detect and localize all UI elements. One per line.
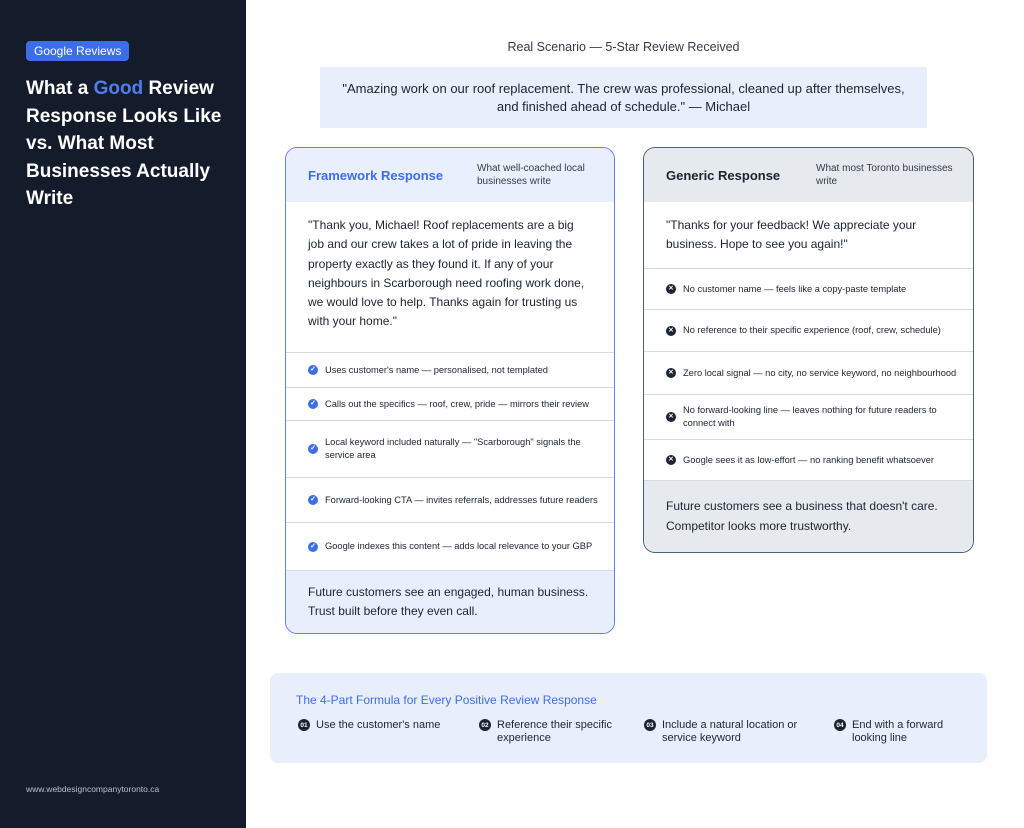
list-item-text: Forward-looking CTA — invites referrals, addresses future readers xyxy=(325,494,598,505)
list-item-text: Uses customer's name — personalised, not templated xyxy=(325,364,548,375)
headline-accent: Good xyxy=(93,78,144,99)
step-text: Use the customer's name xyxy=(316,719,441,731)
card-footer: Future customers see an engaged, human business. Trust built before they even call. xyxy=(286,570,614,633)
list-item-text: Calls out the specifics — roof, crew, pride — mirrors their review xyxy=(325,398,590,409)
step-number: 02 xyxy=(479,719,491,731)
headline xyxy=(26,75,236,213)
list-item xyxy=(286,523,614,570)
step-text: End with a forward looking line xyxy=(852,719,944,744)
list-item-text: No forward-looking line — leaves nothing for future readers to connect with xyxy=(683,405,937,428)
response-text: "Thanks for your feedback! We appreciate your business. Hope to see you again!" xyxy=(666,218,917,252)
headline-pre: What a xyxy=(26,78,94,99)
check-circle-icon: ✓ xyxy=(308,495,318,505)
check-circle-icon: ✓ xyxy=(308,399,318,409)
x-circle-icon: ✕ xyxy=(666,368,676,378)
card-subtitle: What well-coached local businesses write xyxy=(477,163,585,187)
issue-list xyxy=(644,268,973,480)
generic-response-card xyxy=(643,147,974,553)
headline-post: Review Response Looks Like vs. What Most Businesses Actually Write xyxy=(26,78,222,209)
card-header xyxy=(286,148,614,202)
list-item xyxy=(286,421,614,478)
check-circle-icon: ✓ xyxy=(308,365,318,375)
x-circle-icon: ✕ xyxy=(666,326,676,336)
list-item-text: Local keyword included naturally — "Scarborough" signals the service area xyxy=(325,437,581,460)
list-item xyxy=(644,440,973,480)
check-circle-icon: ✓ xyxy=(308,444,318,454)
step-number: 01 xyxy=(298,719,310,731)
formula-step xyxy=(834,719,974,745)
list-item xyxy=(644,395,973,440)
list-item-text: No customer name — feels like a copy-paste template xyxy=(683,283,907,294)
formula-step xyxy=(644,719,814,745)
step-text: Reference their specific experience xyxy=(497,719,612,744)
formula-title: The 4-Part Formula for Every Positive Review Response xyxy=(296,693,597,707)
response-text: "Thank you, Michael! Roof replacements are a big job and our crew takes a lot of pride in leaving the property exactly as they found it. If any of your neighbours in Scarborough need roofing work done, we would love to help. Thanks again for trusting us with your home." xyxy=(308,218,585,329)
sidebar xyxy=(0,0,246,828)
card-title: Framework Response xyxy=(308,167,444,183)
list-item-text: No reference to their specific experience (roof, crew, schedule) xyxy=(683,325,941,335)
card-title: Generic Response xyxy=(666,167,781,183)
card-header xyxy=(644,148,973,202)
x-circle-icon: ✕ xyxy=(666,455,676,465)
list-item xyxy=(644,269,973,310)
list-item xyxy=(286,353,614,388)
list-item xyxy=(644,310,973,352)
framework-response-card xyxy=(285,147,615,634)
formula-panel xyxy=(270,673,987,763)
list-item xyxy=(286,478,614,523)
card-subtitle: What most Toronto businesses write xyxy=(816,163,953,187)
x-circle-icon: ✕ xyxy=(666,284,676,294)
formula-step xyxy=(479,719,629,745)
list-item xyxy=(644,352,973,395)
card-footer: Future customers see a business that doesn't care. Competitor looks more trustworthy. xyxy=(644,480,973,552)
scenario-label: Real Scenario — 5-Star Review Received xyxy=(507,40,740,54)
check-circle-icon: ✓ xyxy=(308,542,318,552)
category-tag: Google Reviews xyxy=(26,41,129,61)
x-circle-icon: ✕ xyxy=(666,412,676,422)
step-number: 04 xyxy=(834,719,846,731)
website-url: www.webdesigncompanytoronto.ca xyxy=(26,784,160,794)
formula-step xyxy=(298,719,458,732)
list-item-text: Zero local signal — no city, no service keyword, no neighbourhood xyxy=(683,367,957,378)
list-item-text: Google indexes this content — adds local relevance to your GBP xyxy=(325,541,593,551)
step-number: 03 xyxy=(644,719,656,731)
review-quote: "Amazing work on our roof replacement. The crew was professional, cleaned up after themselves, and finished ahead of schedule." — Michael xyxy=(320,67,927,128)
checklist xyxy=(286,352,614,570)
list-item xyxy=(286,388,614,421)
list-item-text: Google sees it as low-effort — no ranking benefit whatsoever xyxy=(683,454,934,465)
step-text: Include a natural location or service keyword xyxy=(662,719,798,744)
